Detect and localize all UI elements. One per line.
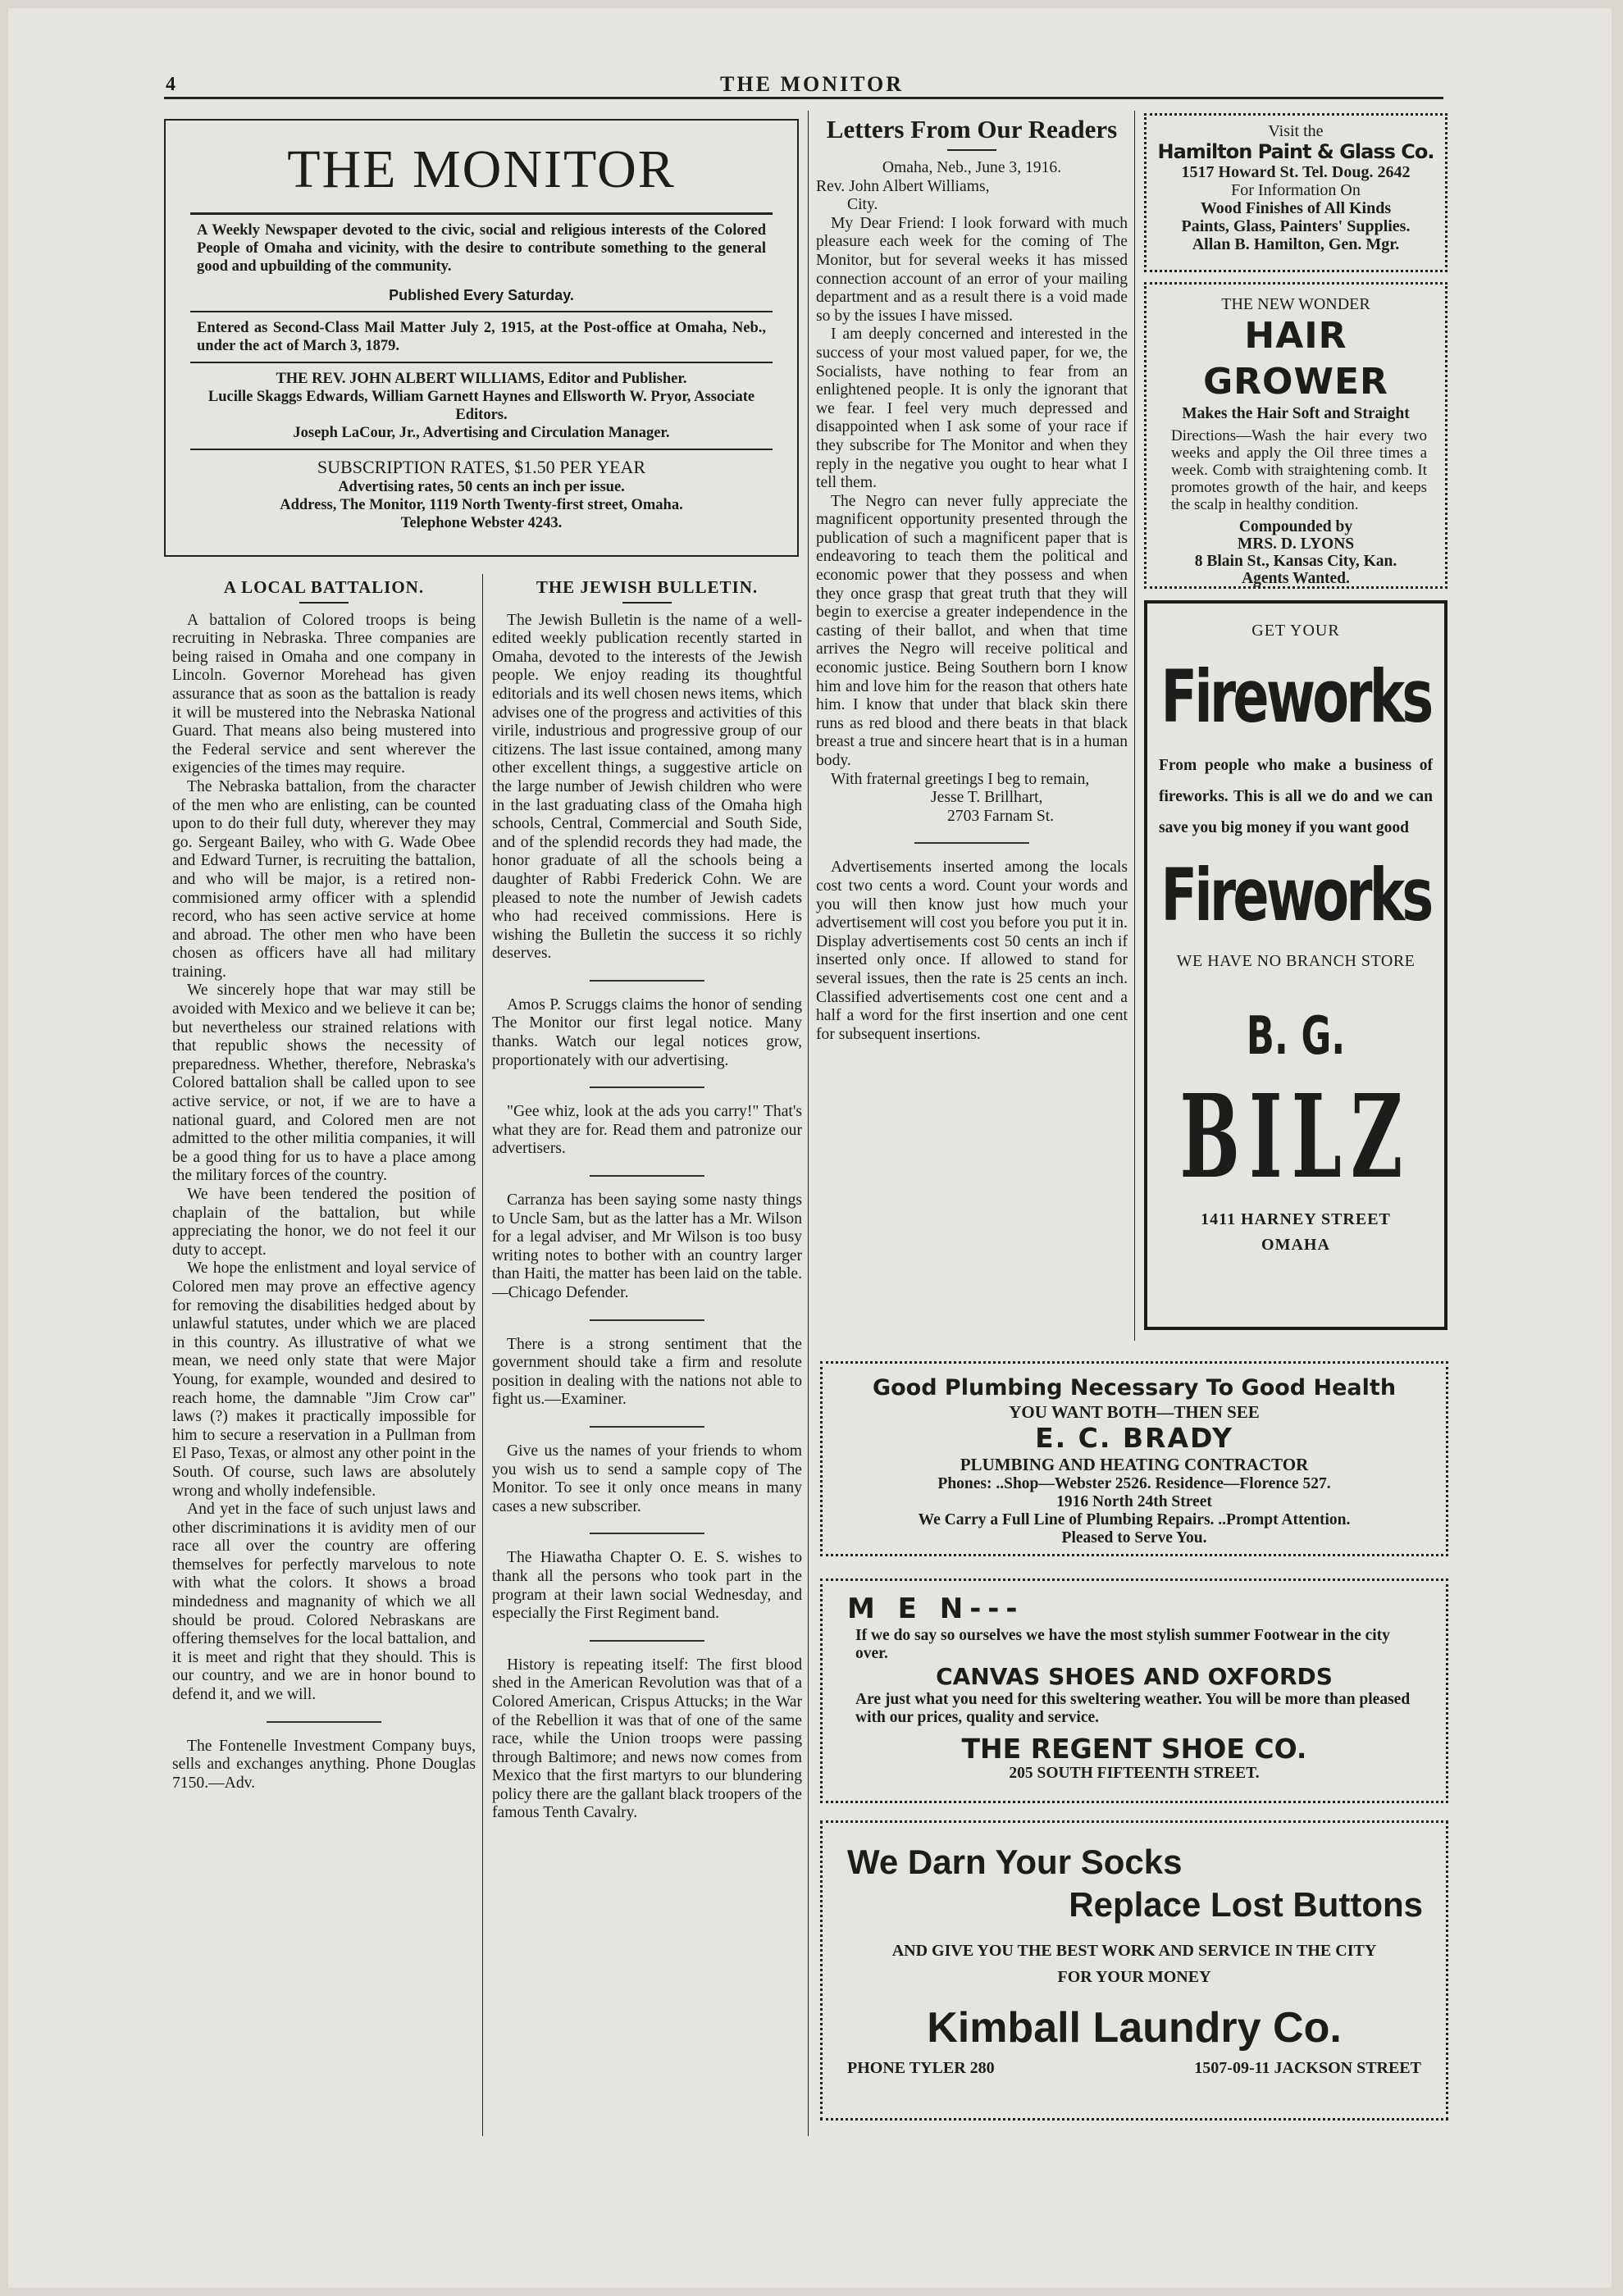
ad-text: Visit the (1268, 122, 1324, 140)
letter-paragraph: I am deeply concerned and interested in the success of your most valued paper, for we, the Socialists, have nothing to fear from an enlightened people. It is only the ignorant that we fear. I feel very much depressed and disappointed when I ask some of your race if they subscribe for The Monitor and when they reply in the negative you ought to hear what I tell them. (816, 326, 1128, 492)
ad-text: Makes the Hair Soft and Straight (1182, 405, 1410, 422)
article-paragraph: We sincerely hope that war may still be avoided with Mexico and we believe it can be; but nevertheless our strained relations with that republic shows the necessity of preparedness. Whether, therefore, Nebraska's Colored battalion shall be called upon to see active service, or not, if we are to have a national guard, and Colored men are not admitted to the other militia companies, it will be a good thing for us to have a place among the military forces of the country. (172, 982, 476, 1185)
masthead-telephone: Telephone Webster 4243. (400, 515, 563, 531)
ad-text: Pleased to Serve You. (1061, 1529, 1207, 1547)
ad-initials: B. G. (1246, 1006, 1346, 1067)
ad-headline: Fireworks (1160, 654, 1431, 739)
ad-address: 1507-09-11 JACKSON STREET (1194, 2059, 1421, 2077)
hamilton-paint-ad (1144, 113, 1447, 272)
ad-text: If we do say so ourselves we have the most stylish summer Footwear in the city over. (855, 1627, 1390, 1662)
ad-company-name: THE REGENT SHOE CO. (961, 1733, 1307, 1765)
masthead-address: Address, The Monitor, 1119 North Twenty-first street, Omaha. (280, 497, 683, 513)
letters-column (816, 115, 1128, 1044)
letter-paragraph: My Dear Friend: I look forward with much pleasure each week for the coming of The Monitor, but for several weeks it has missed connection account of an error of your mailing department and as a result there is a void made so by the issues I have missed. (816, 214, 1128, 325)
masthead-subscription: SUBSCRIPTION RATES, $1.50 PER YEAR (317, 457, 646, 477)
header-rule (164, 97, 1443, 99)
masthead-associates: Lucille Skaggs Edwards, William Garnett Haynes and Ellsworth W. Pryor, Associate Editors. (207, 389, 755, 423)
ad-headline: We Darn Your Socks (847, 1843, 1183, 1881)
kimball-laundry-ad (820, 1820, 1448, 2121)
letter-paragraph: With fraternal greetings I beg to remain, (831, 770, 1090, 788)
ad-text: PLUMBING AND HEATING CONTRACTOR (960, 1455, 1309, 1474)
running-title: THE MONITOR (720, 72, 904, 96)
ad-text: Agents Wanted. (1242, 570, 1350, 587)
ad-address: OMAHA (1261, 1236, 1330, 1254)
masthead-description: A Weekly Newspaper devoted to the civic, social and religious interests of the Colored People of Omaha and vicinity, with the desire to contribute something to the general good and upbuilding of the community. (197, 222, 766, 275)
ad-company-name: BILZ (1179, 1070, 1412, 1205)
ad-text: WE HAVE NO BRANCH STORE (1176, 952, 1416, 970)
ad-text: Are just what you need for this sweltering weather. You will be more than pleased with our prices, quality and service. (855, 1691, 1411, 1726)
masthead-title: THE MONITOR (287, 139, 676, 199)
article-title: A LOCAL BATTALION. (223, 577, 425, 597)
masthead-entered: Entered as Second-Class Mail Matter July 2, 1915, at the Post-office at Omaha, Neb., under the act of March 3, 1879. (197, 320, 766, 354)
ad-headline: M E N--- (847, 1592, 1024, 1625)
history-notice: History is repeating itself: The first blood shed in the American Revolution was that of a Colored American, Crispus Attucks; in the War of the Rebellion it was that of one of the same race, while the Union troops were passing through Baltimore; and news now comes from Mexico that the first martyrs to our blundering policy there are the gallant black troopers of the famous Tenth Cavalry. (492, 1656, 802, 1822)
fireworks-ad (1144, 600, 1447, 1330)
letter-signature-address: 2703 Farnam St. (947, 807, 1055, 825)
ad-text: Allan B. Hamilton, Gen. Mgr. (1192, 235, 1400, 253)
ad-product-name: HAIR GROWER (1203, 315, 1388, 403)
ad-phones: Phones: ..Shop—Webster 2526. Residence—Florence 527. (937, 1475, 1331, 1492)
friends-notice: Give us the names of your friends to whom you wish us to send a sample copy of The Monitor. To see it only once means in many cases a new subscriber. (492, 1442, 802, 1515)
ad-address: 205 SOUTH FIFTEENTH STREET. (1009, 1765, 1260, 1782)
ad-address: 1411 HARNEY STREET (1201, 1210, 1391, 1228)
ad-text: MRS. D. LYONS (1237, 535, 1355, 553)
article-paragraph: We have been tendered the position of chaplain of the battalion, but while appreciating the honor, we do not feel it our duty to accept. (172, 1186, 476, 1259)
fontenelle-notice: The Fontenelle Investment Company buys, sells and exchanges anything. Phone Douglas 7150.—Adv. (172, 1737, 476, 1792)
ad-text: Compounded by (1238, 518, 1353, 535)
letter-paragraph: The Negro can never fully appreciate the magnificent opportunity presented through the publication of such a magnificent paper that is endeavoring to teach them the political and economic power that they possess and when they once grasp that great truth that they will begin to exercise a greater independence in the casting of their ballot, and when that time arrives the Negro will receive political and economic justice. Being Southern born I know him and love him for the reason that others hate him. I know that under that black skin there runs as red blood and there beats in that black breast a true and sincere heart that is in a human body. (816, 492, 1128, 769)
carranza-notice: Carranza has been saying some nasty things to Uncle Sam, but as the latter has a Mr. Wilson for a legal adviser, and Mr Wilson is too busy writing notes to bother with an country larger than Haiti, the matter has been laid on the table.—Chicago Defender. (492, 1191, 802, 1301)
article-paragraph: And yet in the face of such unjust laws and other discriminations it is avidity men of our race all over the country are offering themselves for perfectly marvelous to note with what the colors. It shows a broad mindedness and magnanity of which we all should be proud. Colored Nebraskans are offering themselves for the local battalion, and it is meet and right that they should. This is our country, and we are in honor bound to defend it, and we will. (172, 1501, 476, 1704)
ad-text: AND GIVE YOU THE BEST WORK AND SERVICE IN THE CITY (891, 1942, 1377, 1960)
regent-shoe-ad (820, 1578, 1448, 1803)
jewish-bulletin-column (492, 578, 802, 1823)
ad-headline: CANVAS SHOES AND OXFORDS (936, 1663, 1333, 1690)
ad-company-name: Hamilton Paint & Glass Co. (1157, 140, 1434, 163)
ad-headline: Fireworks (1160, 853, 1431, 937)
ad-text: YOU WANT BOTH—THEN SEE (1009, 1402, 1260, 1422)
ad-text: GET YOUR (1251, 622, 1340, 640)
sentiment-notice: There is a strong sentiment that the government should take a firm and resolute position in dealing with the nations not able to fight us.—Examiner. (492, 1335, 802, 1409)
ad-company-name: Kimball Laundry Co. (927, 2004, 1342, 2052)
plumbing-ad (820, 1361, 1448, 1556)
article-title: THE JEWISH BULLETIN. (536, 577, 759, 597)
ad-text: From people who make a business of fireworks. This is all we do and we can save you big money if you want good (1159, 757, 1433, 836)
ad-company-name: E. C. BRADY (1035, 1422, 1233, 1454)
masthead-box (164, 119, 799, 557)
article-paragraph: The Jewish Bulletin is the name of a well-edited weekly publication recently started in Omaha, devoted to the interests of the Jewish people. We enjoy reading its thoughtful editorials and its well chosen news items, which advises one of the progress and activities of this virile, industrious and progressive group of our citizens. The last issue contained, among many other excellent things, a suggestive article on the large number of Jewish children who were in the last graduating class of the Omaha high schools, Central, Commercial and South Side, and of the splendid records they had made, the honor graduate of all the schools being a daughter of Rabbi Frederick Cohn. We are pleased to note the number of Jewish cadets who had received commissions. Here is wishing the Bulletin the success it so richly deserves. (492, 611, 802, 963)
newspaper-page (8, 8, 1612, 2288)
ad-phone: PHONE TYLER 280 (847, 2059, 995, 2077)
ad-text: THE NEW WONDER (1221, 295, 1370, 313)
ad-address: 1517 Howard St. Tel. Doug. 2642 (1181, 163, 1411, 181)
ad-headline: Replace Lost Buttons (1069, 1885, 1423, 1924)
ad-text: Wood Finishes of All Kinds (1200, 199, 1392, 217)
letter-city: City. (847, 196, 878, 214)
column-rule (1134, 111, 1135, 1341)
ad-text: Paints, Glass, Painters' Supplies. (1181, 217, 1411, 235)
article-paragraph: The Nebraska battalion, from the character of the men who are enlisting, can be counted upon to do their full duty, wherever they may go. Sergeant Bailey, who with G. Wade Obee and Edward Turner, is recruiting the battalion, and who will be major, is a retired non-commisioned army officer with a splendid record, who has seen active service at home and abroad. The other men who have been chosen as officers have all had military training. (172, 777, 476, 981)
ad-text: For Information On (1231, 181, 1361, 199)
ad-text: We Carry a Full Line of Plumbing Repairs. ..Prompt Attention. (918, 1511, 1351, 1528)
masthead-editor: THE REV. JOHN ALBERT WILLIAMS, Editor and Publisher. (276, 371, 687, 387)
masthead-advertising: Advertising rates, 50 cents an inch per issue. (338, 479, 625, 495)
letter-dateline: Omaha, Neb., June 3, 1916. (882, 159, 1062, 176)
article-paragraph: We hope the enlistment and loyal service of Colored men may prove an effective agency for removing the disabilities hedged about by unlawful statutes, under which we are placed in this country. As illustrative of what we mean, we need only state that were Major Young, for example, wounded and desired to reach home, the damnable "Jim Crow car" laws (?) makes it practically impossible for him to secure a reservation in a Pullman from El Paso, Texas, or almost any other point in the South. Of course, such laws are absolutely wrong and wholly indefensible. (172, 1260, 476, 1500)
advertising-rates-notice: Advertisements inserted among the locals cost two cents a word. Count your words and you will then know just how much your advertisement will cost you before you put it in. Display advertisements cost 50 cents an inch if inserted only once. If allowed to stand for several issues, then the rate is 25 cents an inch. Classified advertisements cost one cent and a half a word for the first insertion and one cent for subsequent insertions. (816, 859, 1128, 1043)
hair-grower-ad (1144, 282, 1447, 589)
hiawatha-notice: The Hiawatha Chapter O. E. S. wishes to thank all the persons who took part in the program at their lawn social Wednesday, and especially the First Regiment band. (492, 1549, 802, 1623)
ad-headline: Good Plumbing Necessary To Good Health (872, 1375, 1397, 1401)
masthead-manager: Joseph LaCour, Jr., Advertising and Circulation Manager. (293, 425, 670, 441)
ad-text: Directions—Wash the hair every two weeks and apply the Oil three times a week. Comb with straightening comb. It promotes growth of the hair, and keeps the scalp in healthy condition. (1171, 427, 1427, 513)
ad-text: FOR YOUR MONEY (1057, 1968, 1211, 1986)
local-battalion-article (172, 578, 476, 1793)
article-paragraph: A battalion of Colored troops is being recruiting in Nebraska. Three companies are being raised in Omaha and one company in Lincoln. Governor Morehead has given assurance that as soon as the battalion is ready it will be mustered into the Nebraska National Guard. That means also being mustered into the Federal service and sent wherever the exigencies of the times may require. (172, 611, 476, 777)
letter-addressee: Rev. John Albert Williams, (816, 177, 990, 195)
scruggs-notice: Amos P. Scruggs claims the honor of sending The Monitor our first legal notice. Many thanks. Watch our legal notices grow, proportionately with our advertising. (492, 995, 802, 1069)
letters-title: Letters From Our Readers (826, 115, 1118, 144)
gee-whiz-notice: "Gee whiz, look at the ads you carry!" That's what they are for. Read them and patronize our advertisers. (492, 1103, 802, 1158)
ad-address: 1916 North 24th Street (1056, 1493, 1212, 1510)
ad-address: 8 Blain St., Kansas City, Kan. (1194, 553, 1397, 570)
column-rule (808, 111, 809, 2136)
column-rule (482, 574, 483, 2136)
masthead-published: Published Every Saturday. (389, 287, 574, 303)
page-number: 4 (166, 74, 176, 95)
letter-signature: Jesse T. Brillhart, (931, 789, 1043, 807)
